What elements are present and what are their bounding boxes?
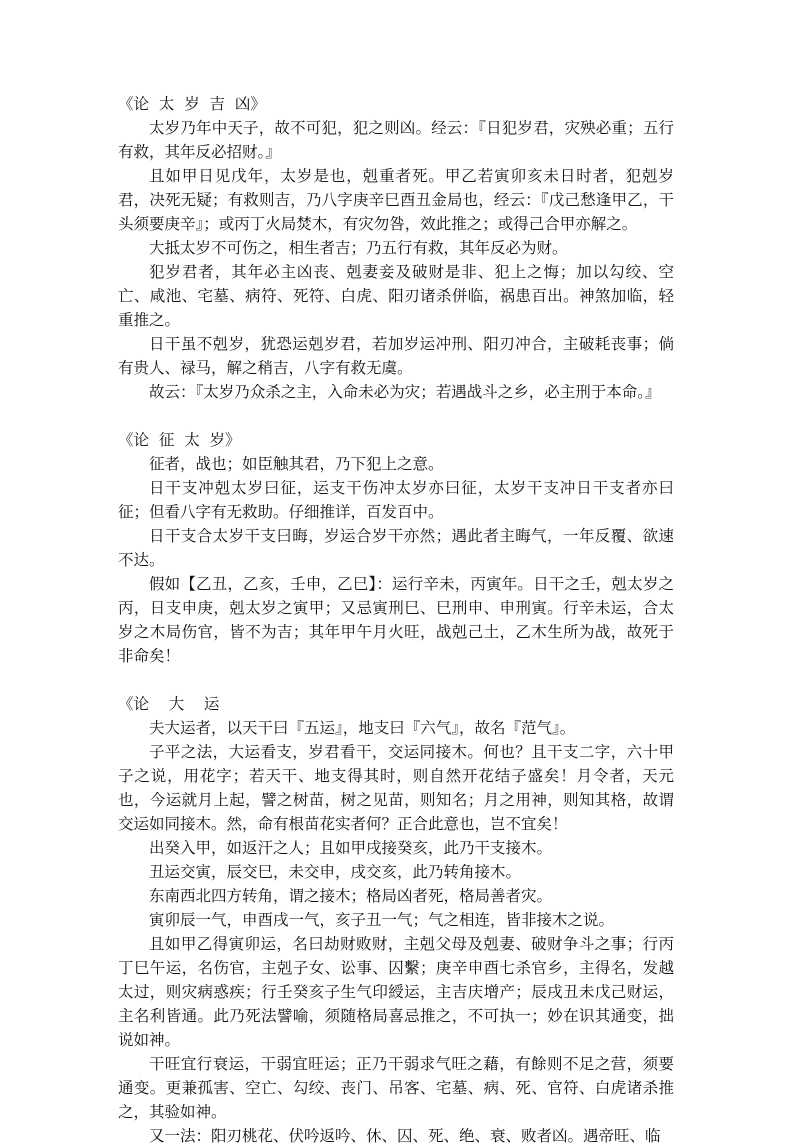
section-heading: 《论 大 运 <box>118 695 220 713</box>
paragraph: 又一法：阳刃桃花、伏吟返吟、休、囚、死、绝、衰、败者凶。遇帝旺、临 <box>149 1127 661 1145</box>
paragraph: 日干支合太岁干支曰晦，岁运合岁干亦然；遇此者主晦气，一年反覆、欲速不达。 <box>118 527 674 569</box>
paragraph: 征者，战也；如臣触其君，乃下犯上之意。 <box>149 455 444 473</box>
paragraph: 日干支冲剋太岁曰征，运支干伤冲太岁亦曰征，太岁干支冲日干支者亦曰征；但看八字有无救助。仔细推详，百发百中。 <box>118 479 674 521</box>
section-heading: 《论 征 太 岁》 <box>118 431 241 449</box>
paragraph: 故云：『太岁乃众杀之主，入命未必为灾；若遇战斗之乡，必主刑于本命。』 <box>149 383 661 401</box>
section-zheng-taisui <box>118 428 674 668</box>
paragraph: 且如甲乙得寅卯运，名曰劫财败财，主剋父母及剋妻、破财争斗之事；行丙丁巳午运，名伤官，主剋子女、讼事、囚繫；庚辛申酉七杀官乡，主得名，发越太过，则灾病惑疾；行壬癸亥子生气印綬运，主吉庆增产；辰戌丑未戊己财运，主名利皆通。此乃死法譬喻，须随格局喜忌推之，不可执一；妙在识其通变，拙说如神。 <box>118 935 674 1049</box>
paragraph: 假如【乙丑，乙亥，壬申，乙巳】：运行辛未，丙寅年。日干之壬，剋太岁之丙，日支申庚，剋太岁之寅甲；又忌寅刑巳、巳刑申、申刑寅。行辛未运，合太岁之木局伤官，皆不为吉；其年甲午月火旺，战剋己土，乙木生所为战，故死于非命矣！ <box>118 575 674 665</box>
paragraph: 日干虽不剋岁，犹恐运剋岁君，若加岁运冲刑、阳刃冲合，主破耗丧事；倘有贵人、禄马，解之稍吉，八字有救无虞。 <box>118 335 674 377</box>
paragraph: 犯岁君者，其年必主凶丧、剋妻妾及破财是非、犯上之悔；加以勾绞、空亡、咸池、宅墓、病符、死符、白虎、阳刃诸杀併临，祸患百出。神煞加临，轻重推之。 <box>118 263 674 329</box>
paragraph: 干旺宜行衰运，干弱宜旺运；正乃干弱求气旺之藉，有餘则不足之营，须要通变。更兼孤害、空亡、勾绞、丧门、吊客、宅墓、病、死、官符、白虎诸杀推之，其验如神。 <box>118 1055 674 1121</box>
section-taisui-jixiong <box>118 92 674 404</box>
paragraph: 东南西北四方转角，谓之接木；格局凶者死，格局善者灾。 <box>149 887 553 905</box>
paragraph: 丑运交寅，辰交巳，未交申，戌交亥，此乃转角接木。 <box>149 863 522 881</box>
paragraph: 出癸入甲，如返汗之人；且如甲戌接癸亥，此乃干支接木。 <box>149 839 553 857</box>
paragraph: 且如甲日见戊年，太岁是也，剋重者死。甲乙若寅卯亥未日时者，犯剋岁君，决死无疑；有救则吉，乃八字庚辛巳酉丑金局也，经云：『戊己愁逢甲乙，干头须要庚辛』；或丙丁火局焚木，有灾勿咎，效此推之；或得己合甲亦解之。 <box>118 167 674 233</box>
document-page <box>118 92 674 1148</box>
paragraph: 寅卯辰一气，申酉戌一气，亥子丑一气；气之相连，皆非接木之说。 <box>149 911 615 929</box>
section-heading: 《论 太 岁 吉 凶》 <box>118 95 266 113</box>
paragraph: 子平之法，大运看支，岁君看干，交运同接木。何也？且干支二字，六十甲子之说，用花字；若天干、地支得其时，则自然开花结子盛矣！月令者，天元也，今运就月上起，譬之树苗，树之见苗，则知名；月之用神，则知其格，故谓交运如同接木。然，命有根苗花实者何？正合此意也，岂不宜矣！ <box>118 743 674 833</box>
section-dayun <box>118 692 674 1148</box>
paragraph: 大抵太岁不可伤之，相生者吉；乃五行有救，其年反必为财。 <box>149 239 568 257</box>
paragraph: 夫大运者，以天干曰『五运』，地支曰『六气』，故名『范气』。 <box>149 719 576 737</box>
paragraph: 太岁乃年中天子，故不可犯，犯之则凶。经云：『日犯岁君，灾殃必重；五行有救，其年反必招财。』 <box>118 119 674 161</box>
